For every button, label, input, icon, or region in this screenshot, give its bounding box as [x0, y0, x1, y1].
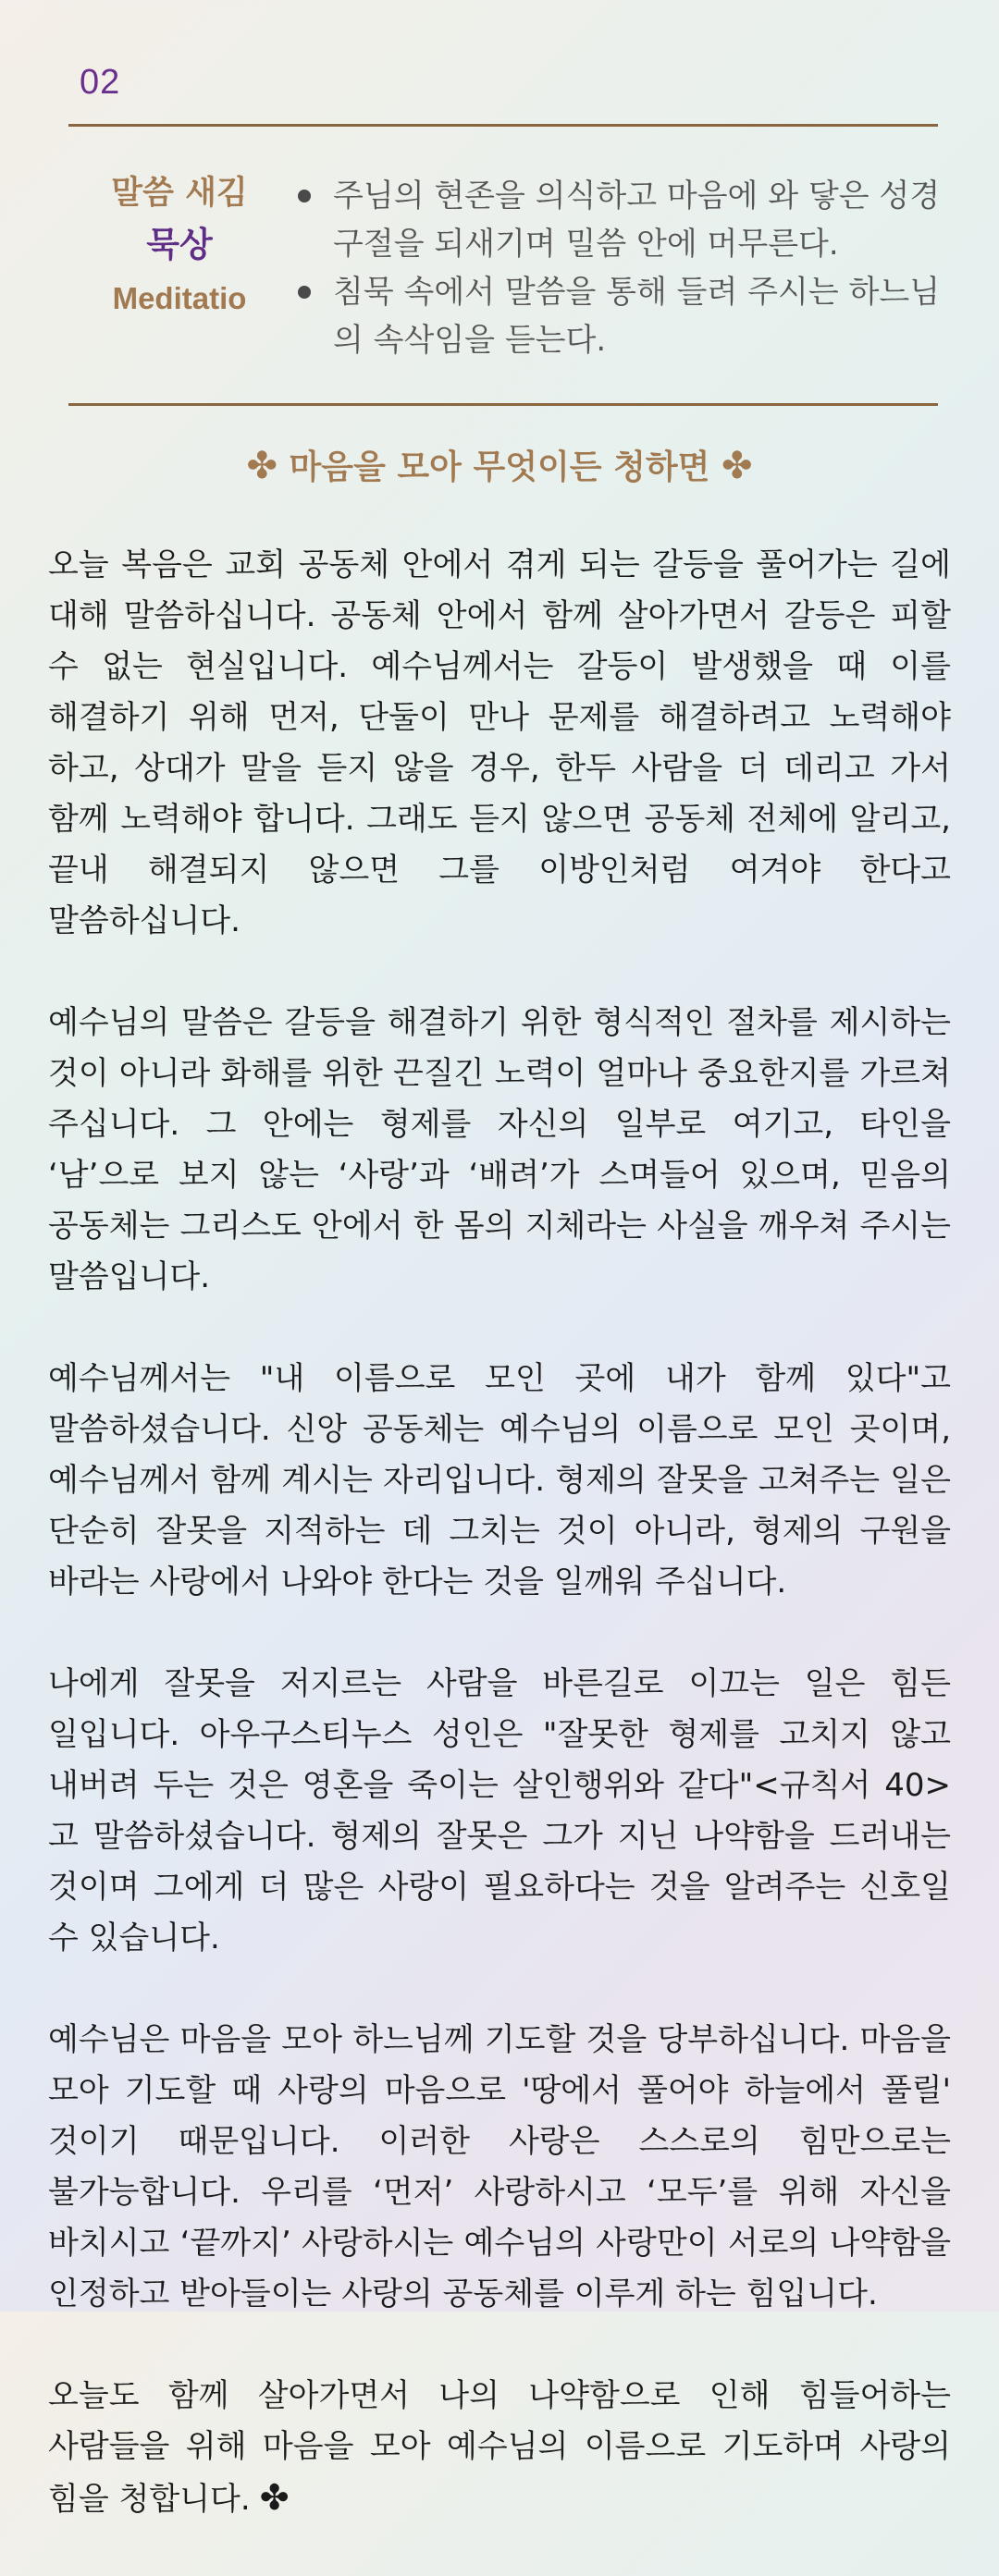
paragraph: 오늘 복음은 교회 공동체 안에서 겪게 되는 갈등을 풀어가는 길에 대해 말씀하십니다. 공동체 안에서 함께 살아가면서 갈등은 피할 수 없는 현실입니다. 예수님께서는 갈등이 발생했을 때 이를 해결하기 위해 먼저, 단둘이 만나 문제를 해결하려고 노력해야 하고, 상대가 말을 듣지 않을 경우, 한두 사람을 더 데리고 가서 함께 노력해야 합니다. 그래도 듣지 않으면 공동체 전체에 알리고, 끝내 해결되지 않으면 그를 이방인처럼 여겨야 한다고 말씀하십니다. [48, 546, 951, 939]
paragraph: 예수님은 마음을 모아 하느님께 기도할 것을 당부하십니다. 마음을 모아 기도할 때 사랑의 마음으로 '땅에서 풀어야 하늘에서 풀릴' 것이기 때문입니다. 이러한 사랑은 스스로의 힘만으로는 불가능합니다. 우리를 ‘먼저’ 사랑하시고 ‘모두’를 위해 자신을 바치시고 ‘끝까지’ 사랑하시는 예수님의 사랑만이 서로의 나약함을 인정하고 받아들이는 사랑의 공동체를 이루게 하는 힘입니다. [48, 2021, 951, 2312]
paragraph-text: 오늘도 함께 살아가면서 나의 나약함으로 인해 힘들어하는 사람들을 위해 마음을 모아 예수님의 이름으로 기도하며 사랑의 힘을 청합니다. [48, 2377, 951, 2518]
top-divider [68, 124, 938, 127]
clover-icon: ✤ [722, 445, 753, 487]
bullet-icon [298, 190, 311, 202]
instruction-list [292, 172, 945, 364]
page-number: 02 [80, 63, 121, 102]
instruction-text: 침묵 속에서 말씀을 통해 들려 주시는 하느님의 속삭임을 듣는다. [333, 274, 941, 359]
clover-icon: ✤ [259, 2477, 290, 2518]
clover-icon: ✤ [246, 445, 278, 487]
paragraph-final [48, 2371, 951, 2525]
section-labels [68, 172, 290, 320]
label-korean: 말씀 새김 [111, 175, 248, 212]
label-title: 묵상 [146, 225, 213, 264]
instruction-item [292, 268, 945, 364]
paragraph: 나에게 잘못을 저지르는 사람을 바른길로 이끄는 일은 힘든 일입니다. 아우구스티누스 성인은 "잘못한 형제를 고치지 않고 내버려 두는 것은 영혼을 죽이는 살인행위와 같다"<규칙서 40>고 말씀하셨습니다. 형제의 잘못은 그가 지닌 나약함을 드러내는 것이며 그에게 더 많은 사랑이 필요하다는 것을 알려주는 신호일 수 있습니다. [48, 1665, 951, 1957]
heading-text: 마음을 모아 무엇이든 청하면 [289, 448, 710, 486]
label-latin: Meditatio [112, 281, 247, 315]
reflection-body [48, 540, 951, 2576]
paragraph: 예수님의 말씀은 갈등을 해결하기 위한 형식적인 절차를 제시하는 것이 아니라 화해를 위한 끈질긴 노력이 얼마나 중요한지를 가르쳐 주십니다. 그 안에는 형제를 자신의 일부로 여기고, 타인을 ‘남’으로 보지 않는 ‘사랑’과 ‘배려’가 스며들어 있으며, 믿음의 공동체는 그리스도 안에서 한 몸의 지체라는 사실을 깨우쳐 주시는 말씀입니다. [48, 1004, 951, 1295]
bottom-divider [68, 403, 938, 406]
section-heading [0, 444, 999, 490]
bullet-icon [298, 286, 311, 299]
paragraph: 예수님께서는 "내 이름으로 모인 곳에 내가 함께 있다"고 말씀하셨습니다. 신앙 공동체는 예수님의 이름으로 모인 곳이며, 예수님께서 함께 계시는 자리입니다. 형제의 잘못을 고쳐주는 일은 단순히 잘못을 지적하는 데 그치는 것이 아니라, 형제의 구원을 바라는 사랑에서 나와야 한다는 것을 일깨워 주십니다. [48, 1360, 951, 1601]
instruction-item [292, 172, 945, 268]
instruction-text: 주님의 현존을 의식하고 마음에 와 닿은 성경구절을 되새기며 밀씀 안에 머무른다. [333, 178, 941, 263]
